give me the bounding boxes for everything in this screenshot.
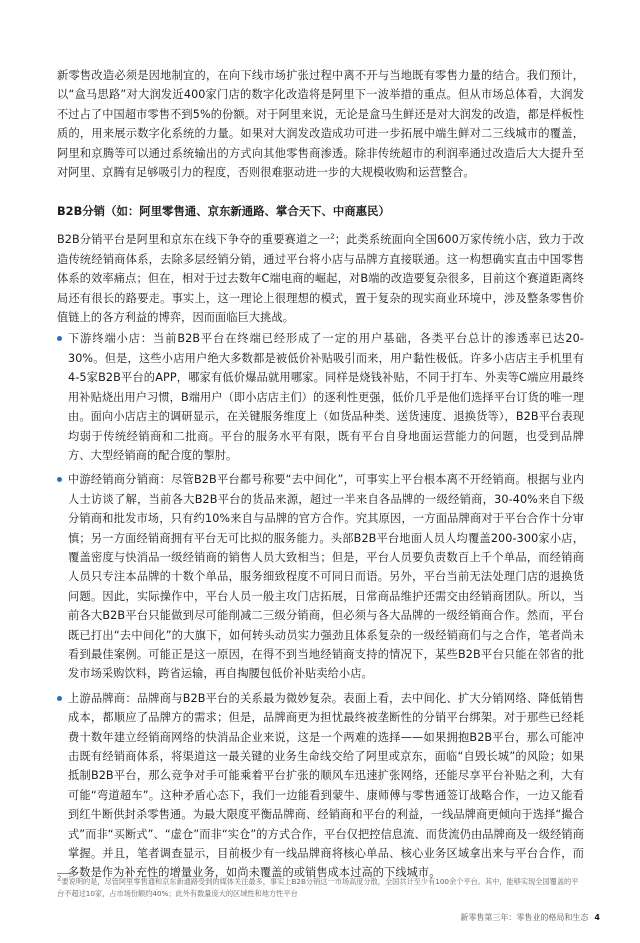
footnote-reference[interactable]: 2 (330, 232, 335, 241)
document-body (57, 66, 584, 888)
footer-title: 新零售第三年：零售业的格局和生态 (460, 913, 589, 922)
bullet-item-upstream (57, 689, 584, 883)
section-intro-text-continued: ；此类系统面向全国600万家传统小店，致力于改造传统经销商体系，去除多层经销分销，通过平台将小店与品牌方直接联通。这一构想确实直击中国零售体系的效率痛点；但在，相对于过去数年C端电商的崛起，对B端的改造要复杂很多，目前这个赛道距离终局还有很长的路要走。事实上，这一理论上很理想的模式，置于复杂的现实商业环境中，涉及整条零售价值链上的各方利益的博弈，因而面临巨大挑战。 (57, 233, 584, 325)
intro-paragraph: 新零售改造必须是因地制宜的，在向下线市场扩张过程中离不开与当地既有零售力量的结合。我们预计，以“盒马思路”对大润发近400家门店的数字化改造将是阿里下一波举措的重点。但从市场总体看，大润发不过占了中国超市零售不到5%的份额。对于阿里来说，无论是盒马生鲜还是对大润发的改造，都是样板性质的，用来展示数字化系统的力量。如果对大润发改造成功可进一步拓展中端生鲜对二三线城市的覆盖，阿里和京腾等可以通过系统输出的方式向其他零售商渗透。除非传统超市的利润率通过改造后大大提升至对阿里、京腾有足够吸引力的程度，否则很难驱动进一步的大规模收购和运营整合。 (57, 69, 584, 180)
bullet-dot-icon (57, 477, 62, 482)
bullet-item-downstream (57, 329, 584, 465)
bullet-text: 上游品牌商：品牌商与B2B平台的关系最为微妙复杂。表面上看，去中间化、扩大分销网络、降低销售成本，都顺应了品牌方的需求；但是，品牌商更为担忧最终被垄断性的分销平台绑架。对于那些已经耗费十数年建立经销商网络的快消品企业来说，这是一个两难的选择——如果拥抱B2B平台，那么可能冲击既有经销商体系，将渠道这一最关键的业务生命线交给了阿里或京东，面临“自毁长城”的风险；如果抵制B2B平台，那么竞争对手可能乘着平台扩张的顺风车迅速扩张网络，还能尽享平台补贴之利，大有可能“弯道超车”。这种矛盾心态下，我们一边能看到蒙牛、康师傅与零售通签订战略合作，一边又能看到红牛断供封杀零售通。为最大限度平衡品牌商、经销商和平台的利益，一线品牌商更倾向于选择“撮合式”而非“买断式”、“虚仓”而非“实仓”的方式合作，平台仅把控信息流、而货流仍由品牌商及一级经销商掌握。并且，笔者调查显示，目前极少有一线品牌商将核心单品、核心业务区域拿出来与平台合作，而多数是作为补充性的增量业务，如尚未覆盖的或销售成本过高的下线城市。 (68, 691, 584, 880)
section-intro-paragraph (57, 230, 584, 327)
bullet-text: 中游经销商分销商：尽管B2B平台都号称要“去中间化”，可事实上平台根本离不开经销商。根据与业内人士访谈了解，当前各大B2B平台的货品来源，超过一半来自各品牌的一级经销商，30-40%来自下级分销商和批发市场，只有约10%来自与品牌的官方合作。究其原因，一方面品牌商对于平台合作十分审慎；另一方面经销商拥有平台无可比拟的服务能力。头部B2B平台地面人员人均覆盖200-300家小店，覆盖密度与快消品一级经销商的销售人员大致相当；但是，平台人员要负责数百上千个单品，而经销商人员只专注本品牌的十数个单品，服务细致程度不可同日而语。另外，平台当前无法处理门店的退换货问题。因此，实际操作中，平台人员一般主攻门店拓展，日常商品维护还需交由经销商团队。所以，当前各大B2B平台只能做到尽可能削减二三级分销商，但必须与各大品牌的一级经销商合作。然而，平台既已打出“去中间化”的大旗下，如何转头动员实力强劲且体系复杂的一级经销商们与之合作，笔者尚未看到最佳案例。可能正是这一原因，在得不到当地经销商支持的情况下，某些B2B平台只能在邻省的批发市场采购饮料，跨省运输，再自掏腰包低价补贴卖给小店。 (68, 473, 584, 681)
bullet-item-midstream (57, 470, 584, 683)
bullet-dot-icon (57, 696, 62, 701)
section-intro-text: B2B分销平台是阿里和京东在线下争夺的重要赛道之一 (57, 233, 331, 247)
page-number: 4 (594, 913, 600, 922)
bullet-dot-icon (57, 336, 62, 341)
page-footer (460, 912, 600, 923)
footnote-text: 要说明的是，尽管阿里零售通和京东新通路受到的媒体关注最多，事实上B2B分销这一市场高度分散，全国共计至少有100余个平台。其中，能够实现全国覆盖的平台不超过10家，占市场份额约40%；此外有数量庞大的区域性和地方性平台 (57, 877, 579, 898)
bullet-text: 下游终端小店：当前B2B平台在终端已经形成了一定的用户基础，各类平台总计的渗透率已达20-30%。但是，这些小店用户绝大多数都是被低价补贴吸引而来，用户黏性极低。许多小店店主手机里有4-5家B2B平台的APP，哪家有低价爆品就用哪家。同样是烧钱补贴，不同于打车、外卖等C端应用最终用补贴烧出用户习惯，B端用户（即小店店主们）的逐利性更强，低价几乎是他们选择平台订货的唯一理由。面向小店店主的调研显示，在关键服务维度上（如货品种类、送货速度、退换货等），B2B平台表现均弱于传统经销商和二批商。平台的服务水平有限，既有平台自身地面运营能力的问题，也受到品牌方、大型经销商的配合度的掣肘。 (68, 332, 584, 462)
footnote-number: 2 (57, 874, 62, 883)
footnote (57, 876, 584, 900)
section-heading: B2B分销（如：阿里零售通、京东新通路、掌合天下、中商惠民） (57, 204, 390, 219)
bullet-list (57, 329, 584, 882)
